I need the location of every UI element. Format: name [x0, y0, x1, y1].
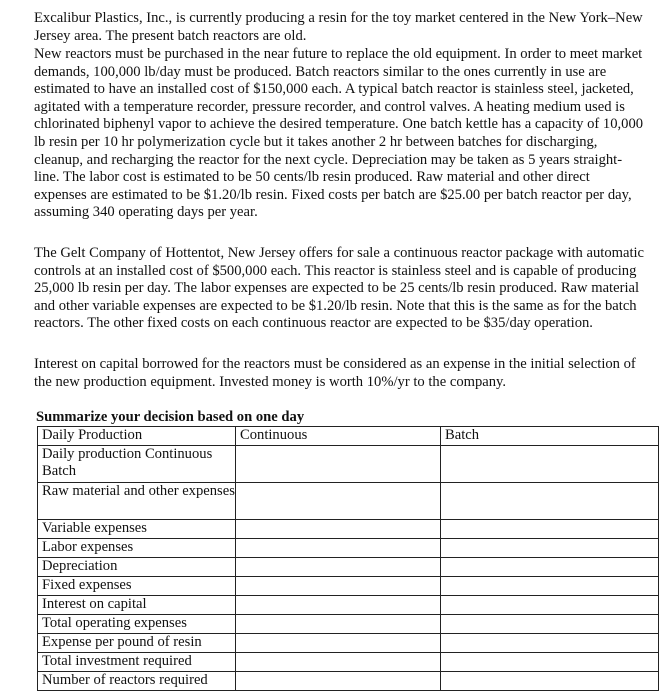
- continuous-value-cell[interactable]: [236, 558, 441, 577]
- summary-table: [37, 426, 659, 691]
- continuous-value-cell[interactable]: [236, 615, 441, 634]
- table-row: [38, 672, 659, 691]
- table-row: [38, 483, 659, 520]
- row-label: Fixed expenses: [38, 577, 236, 596]
- continuous-value-cell[interactable]: [236, 539, 441, 558]
- continuous-reactor-paragraph: The Gelt Company of Hottentot, New Jersey offers for sale a continuous reactor package with automatic controls at an installed cost of $500,000 each. This reactor is stainless steel and is capable of producing 25,000 lb resin per day. The labor expenses are expected to be 25 cents/lb resin produced. Raw material and other variable expenses are expected to be $1.20/lb resin. Note that this is the same as for the batch reactors. The other fixed costs on each continuous reactor are expected to be $35/day operation.: [34, 245, 645, 332]
- row-label: Daily production Continuous Batch: [38, 446, 236, 483]
- intro-paragraph: Excalibur Plastics, Inc., is currently producing a resin for the toy market centered in the New York–New Jersey area. The present batch reactors are old.: [34, 10, 643, 44]
- batch-value-cell[interactable]: [441, 558, 659, 577]
- continuous-value-cell[interactable]: [236, 672, 441, 691]
- summary-heading: Summarize your decision based on one day: [36, 409, 305, 425]
- continuous-value-cell[interactable]: [236, 634, 441, 653]
- table-row: [38, 577, 659, 596]
- row-label: Variable expenses: [38, 520, 236, 539]
- row-label: Number of reactors required: [38, 672, 236, 691]
- row-label: Expense per pound of resin: [38, 634, 236, 653]
- batch-value-cell[interactable]: [441, 539, 659, 558]
- continuous-value-cell[interactable]: [236, 653, 441, 672]
- row-label: Total operating expenses: [38, 615, 236, 634]
- header-cell-continuous: Continuous: [236, 427, 441, 446]
- continuous-value-cell[interactable]: [236, 520, 441, 539]
- table-row: [38, 558, 659, 577]
- table-header-row: [38, 427, 659, 446]
- continuous-value-cell[interactable]: [236, 577, 441, 596]
- table-row: [38, 653, 659, 672]
- table-row: [38, 596, 659, 615]
- row-label: Depreciation: [38, 558, 236, 577]
- table-row: [38, 520, 659, 539]
- row-label: Raw material and other expenses: [38, 483, 236, 520]
- row-label: Labor expenses: [38, 539, 236, 558]
- batch-value-cell[interactable]: [441, 596, 659, 615]
- batch-value-cell[interactable]: [441, 483, 659, 520]
- continuous-value-cell[interactable]: [236, 446, 441, 483]
- continuous-value-cell[interactable]: [236, 483, 441, 520]
- batch-value-cell[interactable]: [441, 653, 659, 672]
- table-row: [38, 539, 659, 558]
- row-label: Total investment required: [38, 653, 236, 672]
- row-label: Interest on capital: [38, 596, 236, 615]
- continuous-value-cell[interactable]: [236, 596, 441, 615]
- batch-value-cell[interactable]: [441, 577, 659, 596]
- batch-value-cell[interactable]: [441, 672, 659, 691]
- header-cell-label: Daily Production: [38, 427, 236, 446]
- batch-value-cell[interactable]: [441, 634, 659, 653]
- batch-value-cell[interactable]: [441, 615, 659, 634]
- batch-value-cell[interactable]: [441, 520, 659, 539]
- table-row: [38, 446, 659, 483]
- batch-reactor-paragraph: New reactors must be purchased in the near future to replace the old equipment. In order to meet market demands, 100,000 lb/day must be produced. Batch reactors similar to the ones currently in use are estimated to have an installed cost of $150,000 each. A typical batch reactor is stainless steel, jacketed, agitated with a temperature recorder, pressure recorder, and control valves. A heating medium used is chlorinated biphenyl vapor to achieve the desired temperature. One batch kettle has a capacity of 10,000 lb resin per 10 hr polymerization cycle but it takes another 2 hr between batches for discharging, cleanup, and recharging the reactor for the next cycle. Depreciation may be taken as 5 years straight-line. The labor cost is estimated to be 50 cents/lb resin produced. Raw material and other direct expenses are estimated to be $1.20/lb resin. Fixed costs per batch are $25.00 per batch reactor per day, assuming 340 operating days per year.: [34, 46, 644, 221]
- table-row: [38, 615, 659, 634]
- batch-value-cell[interactable]: [441, 446, 659, 483]
- header-cell-batch: Batch: [441, 427, 659, 446]
- interest-paragraph: Interest on capital borrowed for the reactors must be considered as an expense in the initial selection of the new production equipment. Invested money is worth 10%/yr to the company.: [34, 356, 636, 390]
- table-row: [38, 634, 659, 653]
